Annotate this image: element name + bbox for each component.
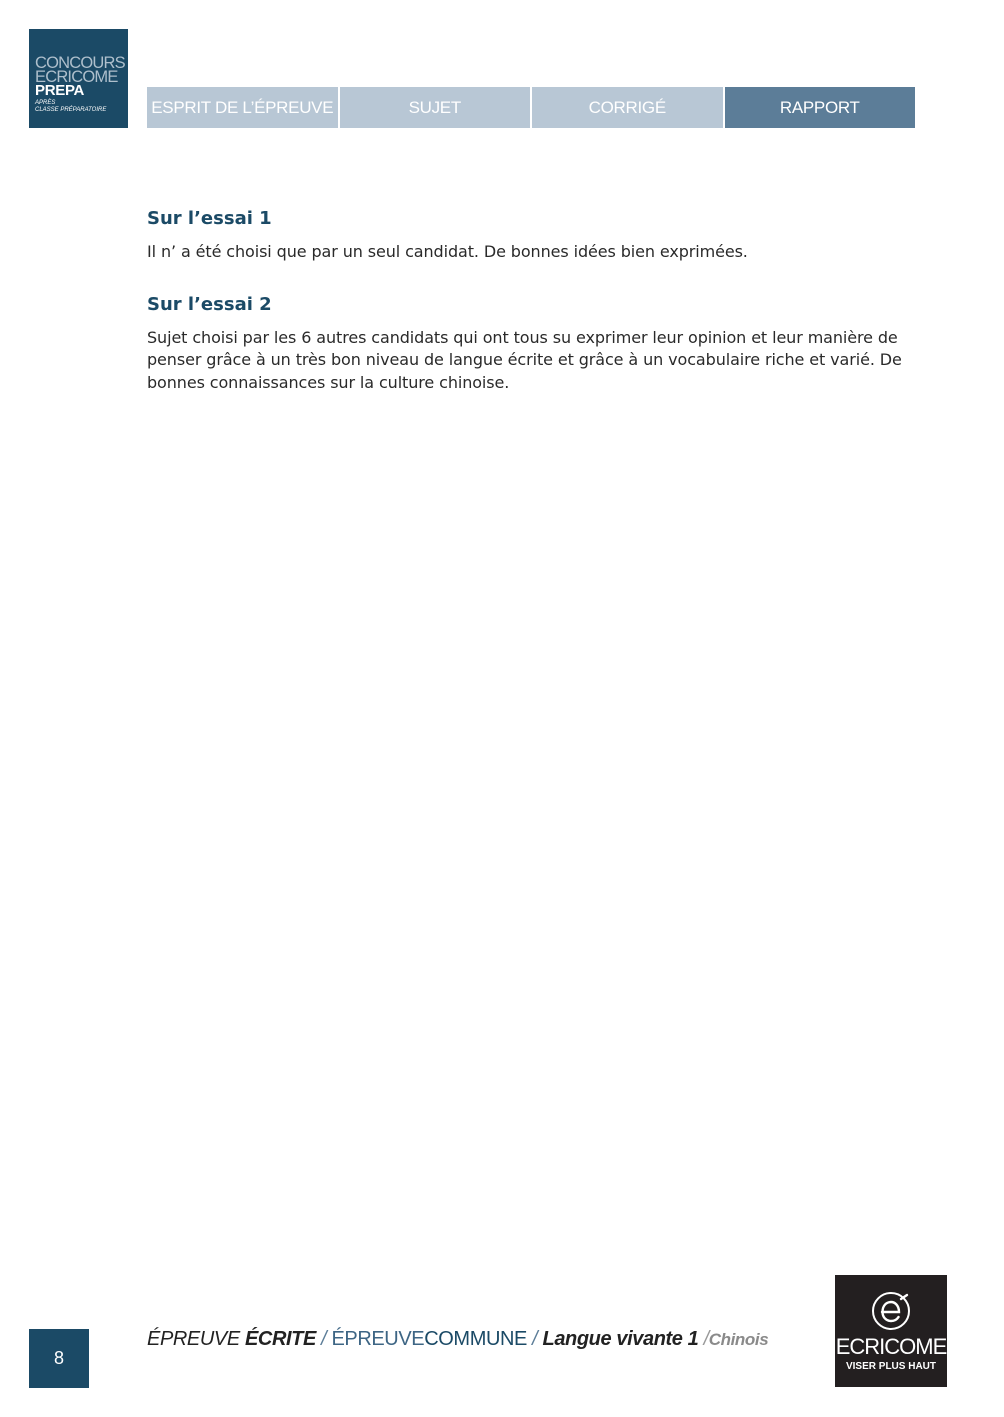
tab-corrige[interactable] xyxy=(532,87,723,128)
tab-label: RAPPORT xyxy=(779,97,860,117)
section-essai-1 xyxy=(147,205,922,264)
section-text: Sujet choisi par les 6 autres candidats qui ont tous su exprimer leur opinion et leur manière de penser grâce à un très bon niveau de langue écrite et grâce à un vocabulaire riche et varié. De bonnes connaissances sur la culture chinoise. xyxy=(147,327,902,392)
tab-label: SUJET xyxy=(408,97,461,117)
footer-separator: / xyxy=(532,1328,538,1350)
ecricome-e-circle-icon xyxy=(870,1290,912,1332)
logo-apres: APRÈS xyxy=(35,100,56,106)
footer-chinois: Chinois xyxy=(708,1330,769,1349)
tab-rapport[interactable] xyxy=(725,87,916,128)
footer-langue-vivante: Langue vivante 1 xyxy=(542,1328,699,1350)
footer-ecrite: ÉCRITE xyxy=(244,1328,316,1350)
tab-label: CORRIGÉ xyxy=(588,97,666,117)
logo-prepa: PREPA xyxy=(35,82,85,99)
section-title: Sur l’essai 2 xyxy=(147,293,272,315)
logo-ecricome: ECRICOME xyxy=(35,68,118,86)
footer-commune: COMMUNE xyxy=(424,1328,527,1350)
footer-epreuve-2: ÉPREUVE xyxy=(331,1328,425,1350)
page-number-value: 8 xyxy=(53,1348,64,1368)
footer-separator: / xyxy=(321,1328,327,1350)
footer-separator: / xyxy=(703,1328,709,1350)
tab-label: ESPRIT DE L’ÉPREUVE xyxy=(151,97,334,117)
report-content xyxy=(147,205,922,421)
logo-concours: CONCOURS xyxy=(35,54,125,72)
section-title: Sur l’essai 1 xyxy=(147,208,272,229)
footer-breadcrumb xyxy=(147,1325,768,1354)
tab-sujet[interactable] xyxy=(340,87,531,128)
section-text: Il n’ a été choisi que par un seul candidat. De bonnes idées bien exprimées. xyxy=(147,242,748,261)
section-essai-2 xyxy=(147,291,922,395)
concours-logo xyxy=(29,29,128,128)
tab-esprit-epreuve[interactable] xyxy=(147,87,338,128)
ecricome-name: ECRICOME xyxy=(835,1334,947,1359)
footer-epreuve: ÉPREUVE xyxy=(147,1328,240,1350)
logo-classe-preparatoire: CLASSE PRÉPARATOIRE xyxy=(35,107,107,113)
section-tabs xyxy=(147,87,915,128)
page-number xyxy=(29,1329,89,1388)
ecricome-brand-logo xyxy=(835,1275,947,1387)
ecricome-tagline: VISER PLUS HAUT xyxy=(845,1361,936,1372)
